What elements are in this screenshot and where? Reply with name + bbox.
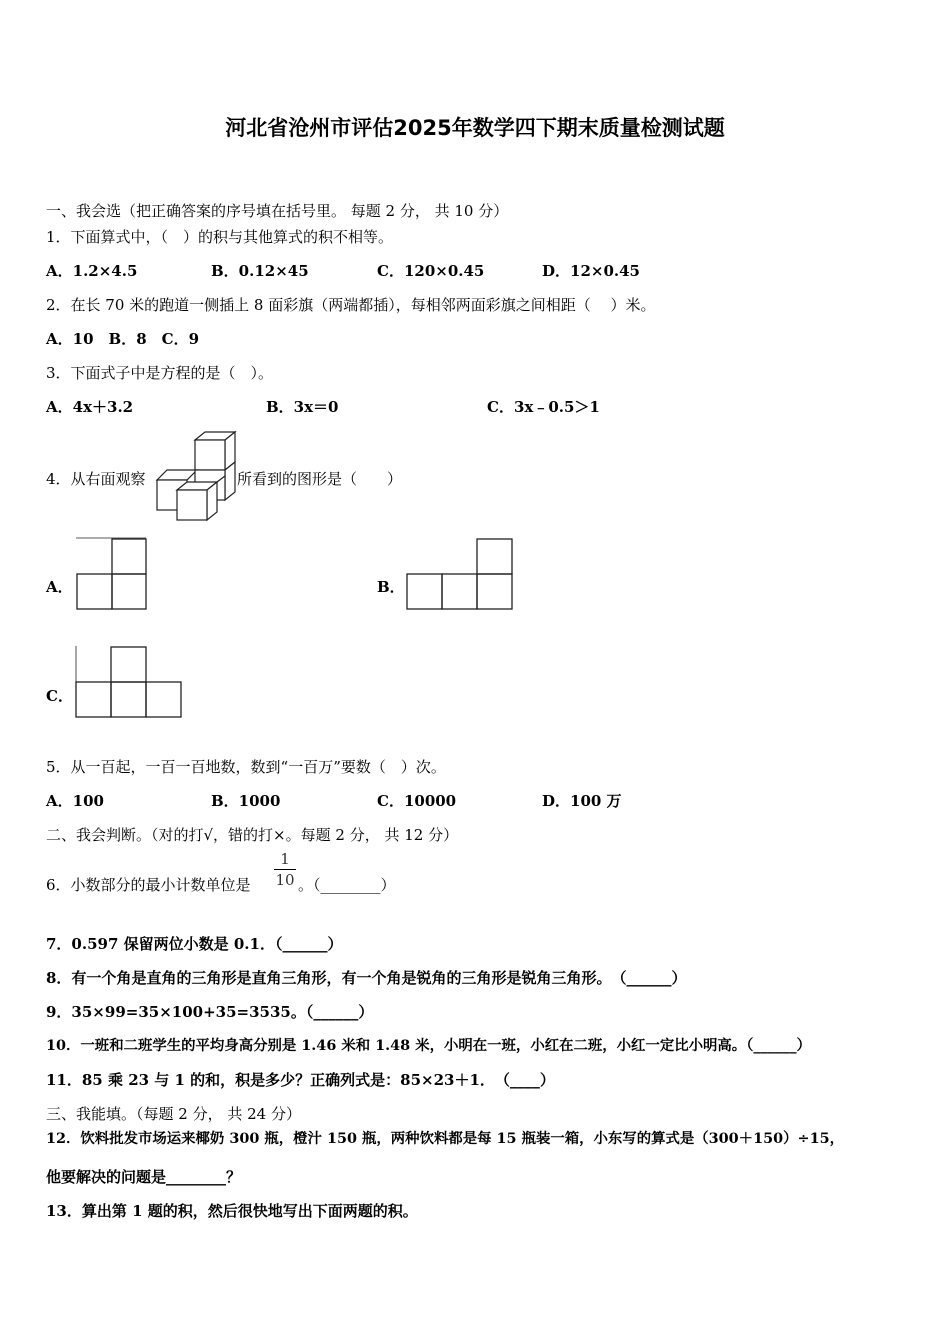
q1-option-a: A．1.2×4.5 (46, 262, 138, 280)
question-7: 7．0.597 保留两位小数是 0.1．（______） (46, 935, 343, 953)
question-10: 10．一班和二班学生的平均身高分别是 1.46 米和 1.48 米，小明在一班，小红在二班，小红一定比小明高。（______） (46, 1037, 811, 1054)
q5-option-b: B．1000 (211, 792, 281, 810)
question-1: 1．下面算式中，（ ）的积与其他算式的积不相等。 (46, 228, 394, 246)
page-title: 河北省沧州市评估2025年数学四下期末质量检测试题 (225, 116, 725, 140)
question-6-prefix: 6．小数部分的最小计数单位是 (46, 876, 251, 894)
question-13: 13．算出第 1 题的积，然后很快地写出下面两题的积。 (46, 1202, 418, 1220)
q4-label-c: C． (46, 687, 73, 705)
q3-option-c: C．3x﹣0.5＞1 (487, 398, 600, 416)
question-4-prefix: 4．从右面观察 (46, 470, 146, 488)
question-8: 8．有一个角是直角的三角形是直角三角形，有一个角是锐角的三角形是锐角三角形。 （______） (46, 969, 687, 987)
cube-stack-figure (155, 430, 239, 522)
q4-label-a: A． (46, 578, 73, 596)
q4-option-c-figure (74, 645, 184, 719)
q1-option-d: D．12×0.45 (542, 262, 640, 280)
fraction-numerator: 1 (280, 850, 290, 868)
q5-option-d: D．100 万 (542, 792, 622, 810)
q3-option-a: A．4x＋3.2 (46, 398, 134, 416)
q5-option-c: C．10000 (377, 792, 457, 810)
q4-option-b-figure (405, 537, 515, 611)
question-4-suffix: 所看到的图形是（ ） (237, 470, 403, 488)
question-11: 11．85 乘 23 与 1 的和，积是多少？正确列式是：85×23＋1． （____） (46, 1071, 555, 1089)
q3-option-b: B．3x＝0 (266, 398, 339, 416)
q5-option-a: A．100 (46, 792, 104, 810)
fraction-one-tenth (274, 850, 296, 889)
question-2: 2．在长 70 米的跑道一侧插上 8 面彩旗（两端都插），每相邻两面彩旗之间相距（ ）米。 (46, 296, 656, 314)
question-12-line-1: 12．饮料批发市场运来椰奶 300 瓶，橙汁 150 瓶，两种饮料都是每 15 瓶装一箱，小东写的算式是（300＋150）÷15， (46, 1130, 844, 1147)
q1-option-c: C．120×0.45 (377, 262, 485, 280)
question-9: 9．35×99=35×100+35=3535。（______） (46, 1003, 374, 1021)
q4-label-b: B． (377, 578, 405, 596)
section-3-heading: 三、我能填。（每题 2 分， 共 24 分） (46, 1105, 301, 1123)
q2-options: A．10 B．8 C．9 (46, 330, 200, 348)
q1-option-b: B．0.12×45 (211, 262, 309, 280)
question-3: 3．下面式子中是方程的是（ ）。 (46, 364, 274, 382)
question-6-suffix: 。（________） (298, 876, 396, 894)
section-1-heading: 一、我会选（把正确答案的序号填在括号里。 每题 2 分， 共 10 分） (46, 202, 509, 220)
question-12-line-2: 他要解决的问题是________？ (46, 1168, 242, 1186)
question-5: 5．从一百起，一百一百地数，数到“一百万”要数（ ）次。 (46, 758, 446, 776)
section-2-heading: 二、我会判断。（对的打√，错的打×。每题 2 分， 共 12 分） (46, 826, 459, 844)
fraction-denominator: 10 (275, 871, 295, 889)
q4-option-a-figure (74, 537, 150, 611)
